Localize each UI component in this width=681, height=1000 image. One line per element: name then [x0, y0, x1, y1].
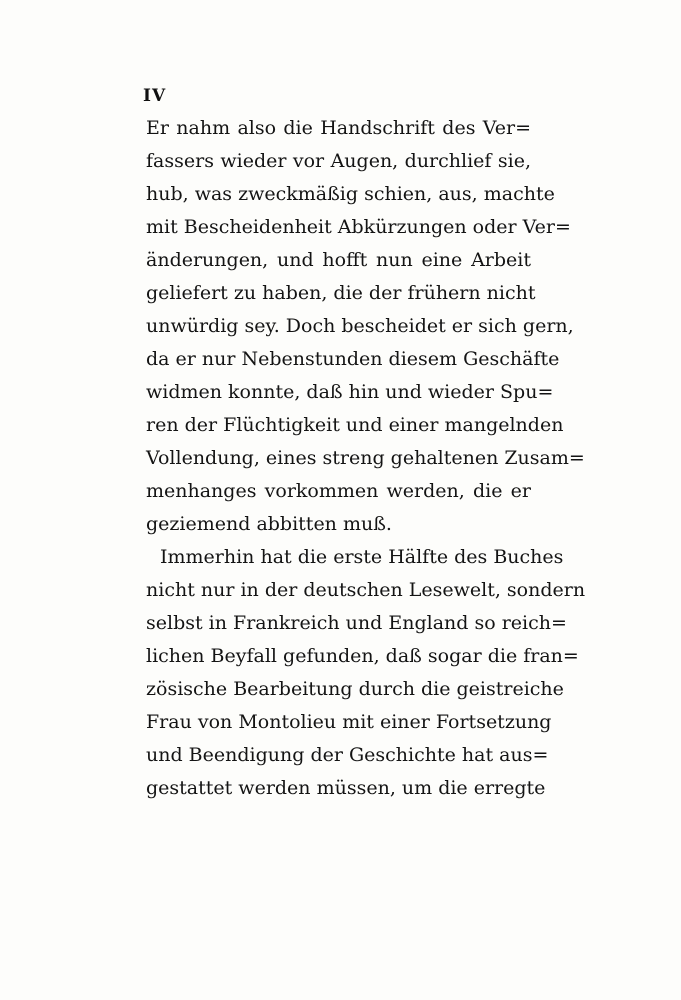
text-line: lichen Beyfall gefunden, daß sogar die fran=	[146, 645, 579, 667]
text-line: geziemend abbitten muß.	[146, 513, 392, 535]
text-line: änderungen, und hofft nun eine Arbeit	[146, 249, 531, 271]
body-text	[146, 112, 586, 805]
text-line: zösische Bearbeitung durch die geistreiche	[146, 678, 564, 700]
text-line: fassers wieder vor Augen, durchlief sie,	[146, 150, 531, 172]
text-line: mit Bescheidenheit Abkürzungen oder Ver=	[146, 216, 571, 238]
text-line: nicht nur in der deutschen Lesewelt, sondern	[146, 579, 586, 601]
paragraph-2	[146, 541, 586, 805]
text-line: Er nahm also die Handschrift des Ver=	[146, 117, 531, 139]
text-line: widmen konnte, daß hin und wieder Spu=	[146, 381, 554, 403]
page-number: IV	[143, 86, 167, 106]
text-line: unwürdig sey. Doch bescheidet er sich gern,	[146, 315, 574, 337]
text-line: Frau von Montolieu mit einer Fortsetzung	[146, 711, 552, 733]
text-line: Immerhin hat die erste Hälfte des Buches	[160, 546, 564, 568]
text-line: Vollendung, eines streng gehaltenen Zusam=	[146, 447, 585, 469]
paragraph-1	[146, 112, 585, 541]
text-line: selbst in Frankreich und England so reich=	[146, 612, 567, 634]
text-line: ren der Flüchtigkeit und einer mangelnden	[146, 414, 564, 436]
text-line: gestattet werden müssen, um die erregte	[146, 777, 546, 799]
text-line: da er nur Nebenstunden diesem Geschäfte	[146, 348, 560, 370]
text-line: menhanges vorkommen werden, die er	[146, 480, 531, 502]
text-line: geliefert zu haben, die der frühern nicht	[146, 282, 536, 304]
text-line: und Beendigung der Geschichte hat aus=	[146, 744, 549, 766]
text-line: hub, was zweckmäßig schien, aus, machte	[146, 183, 555, 205]
